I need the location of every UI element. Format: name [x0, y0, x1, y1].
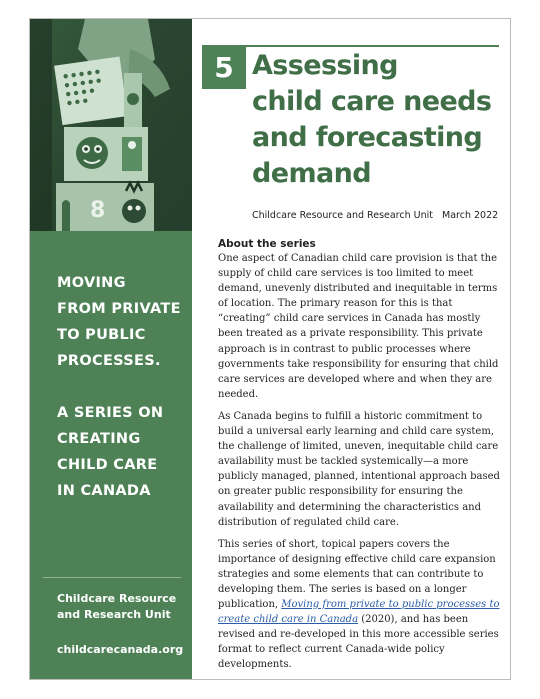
title-line: child care needs: [252, 86, 492, 117]
section-heading: About the series: [218, 238, 316, 250]
title-line: Assessing: [252, 50, 398, 81]
tagline-line: A SERIES ON: [57, 405, 164, 421]
paragraph: One aspect of Canadian child care provision is that the supply of child care services is too limited to meet demand, unevenly distributed and inequitable in terms of location. The primary reason for this is that “creating” child care services in Canada has mostly been treated as a private responsibility. This private approach is in contrast to public processes where governments take responsibility for ensuring that child care services are developed where and when they are needed.: [218, 253, 499, 400]
left-column: [30, 19, 192, 679]
tagline-line: MOVING: [57, 275, 126, 291]
svg-text:8: 8: [90, 198, 106, 223]
document-page: [29, 18, 511, 680]
paper-number-badge: 5: [202, 47, 246, 89]
article-body: [218, 237, 502, 680]
author: Childcare Resource and Research Unit: [252, 210, 433, 221]
tagline-line: CREATING: [57, 431, 141, 447]
header-rule: [202, 45, 499, 47]
publication-link[interactable]: Moving from private to public processes to create child care in Canada: [218, 599, 500, 626]
series-tagline: [57, 270, 187, 504]
sidebar-organization: [57, 591, 185, 623]
tagline-line: IN CANADA: [57, 483, 151, 499]
publication-date: March 2022: [442, 210, 499, 221]
title-line: and forecasting: [252, 122, 483, 153]
sidebar-divider: [43, 577, 181, 578]
toy-blocks-illustration: [30, 19, 192, 231]
tagline-spacer: [57, 374, 187, 400]
paragraph-text: This series of short, topical papers covers the importance of designing effective child care expansion strategies and some elements that can contribute to developing them. The series is based on a longer publication,: [218, 538, 496, 611]
org-line: Childcare Resource: [57, 592, 177, 605]
org-line: and Research Unit: [57, 608, 171, 621]
paragraph: As Canada begins to fulfill a historic commitment to build a universal early learning and child care system, the challenge of limited, uneven, inequitable child care availability must be tackled systemically—a more publicly managed, planned, intentional approach based on greater public responsibility for ensuring the availability and determining the characteristics and distribution of regulated child care.: [218, 410, 500, 528]
paragraph: [218, 537, 502, 673]
title-line: demand: [252, 158, 371, 189]
tagline-line: PROCESSES.: [57, 353, 161, 369]
tagline-line: CHILD CARE: [57, 457, 158, 473]
cover-photo: [30, 19, 192, 231]
sidebar-panel: [30, 231, 192, 679]
page-title: [252, 48, 500, 192]
paragraph-text: (2020), and has been revised and re-developed in this more accessible series format to reflect current Canada-wide policy developments.: [218, 614, 499, 671]
tagline-line: FROM PRIVATE: [57, 301, 181, 317]
sidebar-website: childcarecanada.org: [57, 643, 184, 656]
tagline-line: TO PUBLIC: [57, 327, 146, 343]
byline: [252, 210, 498, 221]
